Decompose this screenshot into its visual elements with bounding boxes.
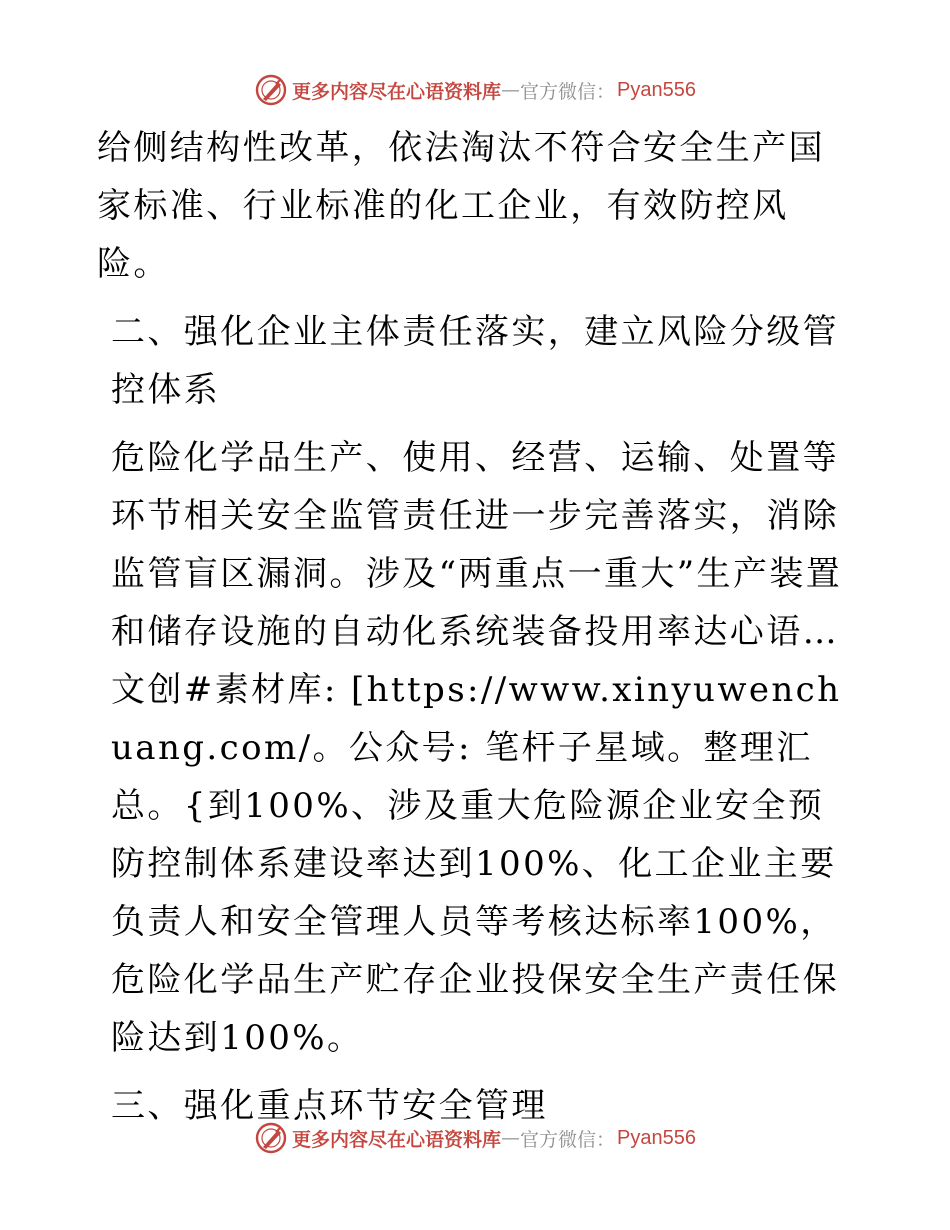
watermark-wechat-label: 官方微信： (520, 1128, 616, 1151)
watermark-separator: — (501, 79, 521, 101)
watermark-wechat-id: Pyan556 (617, 1126, 696, 1149)
header-watermark (0, 70, 950, 110)
watermark-wechat-label: 官方微信： (520, 80, 616, 103)
paragraph-2: 危险化学品生产、使用、经营、运输、处置等环节相关安全监管责任进一步完善落实，消除监管盲区漏洞。涉及“两重点一重大”生产装置和储存设施的自动化系统装备投用率达心语…文创#素材库: [https://www.xinyuwenchuang.com/。公众号: 笔杆子星域。整理汇总。{到100%、涉及重大危险源企业安全预防控制体系建设率达到100%、化工企业主要负责人和安全管理人员等考核达标率100%，危险化学品生产贮存企业投保安全生产责任保险达到100%。 (111, 438, 843, 1058)
watermark-brand: 更多内容尽在心语资料库 (292, 1128, 502, 1151)
document-body (97, 119, 857, 1135)
section-heading-2: 二、强化企业主体责任落实，建立风险分级管控体系 (111, 312, 839, 410)
footer-watermark (0, 1118, 950, 1158)
quill-logo-icon (254, 73, 288, 107)
watermark-brand: 更多内容尽在心语资料库 (292, 80, 502, 103)
section-heading-3: 三、强化重点环节安全管理 (111, 1086, 548, 1126)
paragraph-1: 给侧结构性改革，依法淘汰不符合安全生产国家标准、行业标准的化工企业，有效防控风险。 (97, 128, 825, 284)
quill-logo-icon (254, 1121, 288, 1155)
watermark-separator: — (501, 1127, 521, 1149)
watermark-wechat-id: Pyan556 (617, 78, 696, 101)
